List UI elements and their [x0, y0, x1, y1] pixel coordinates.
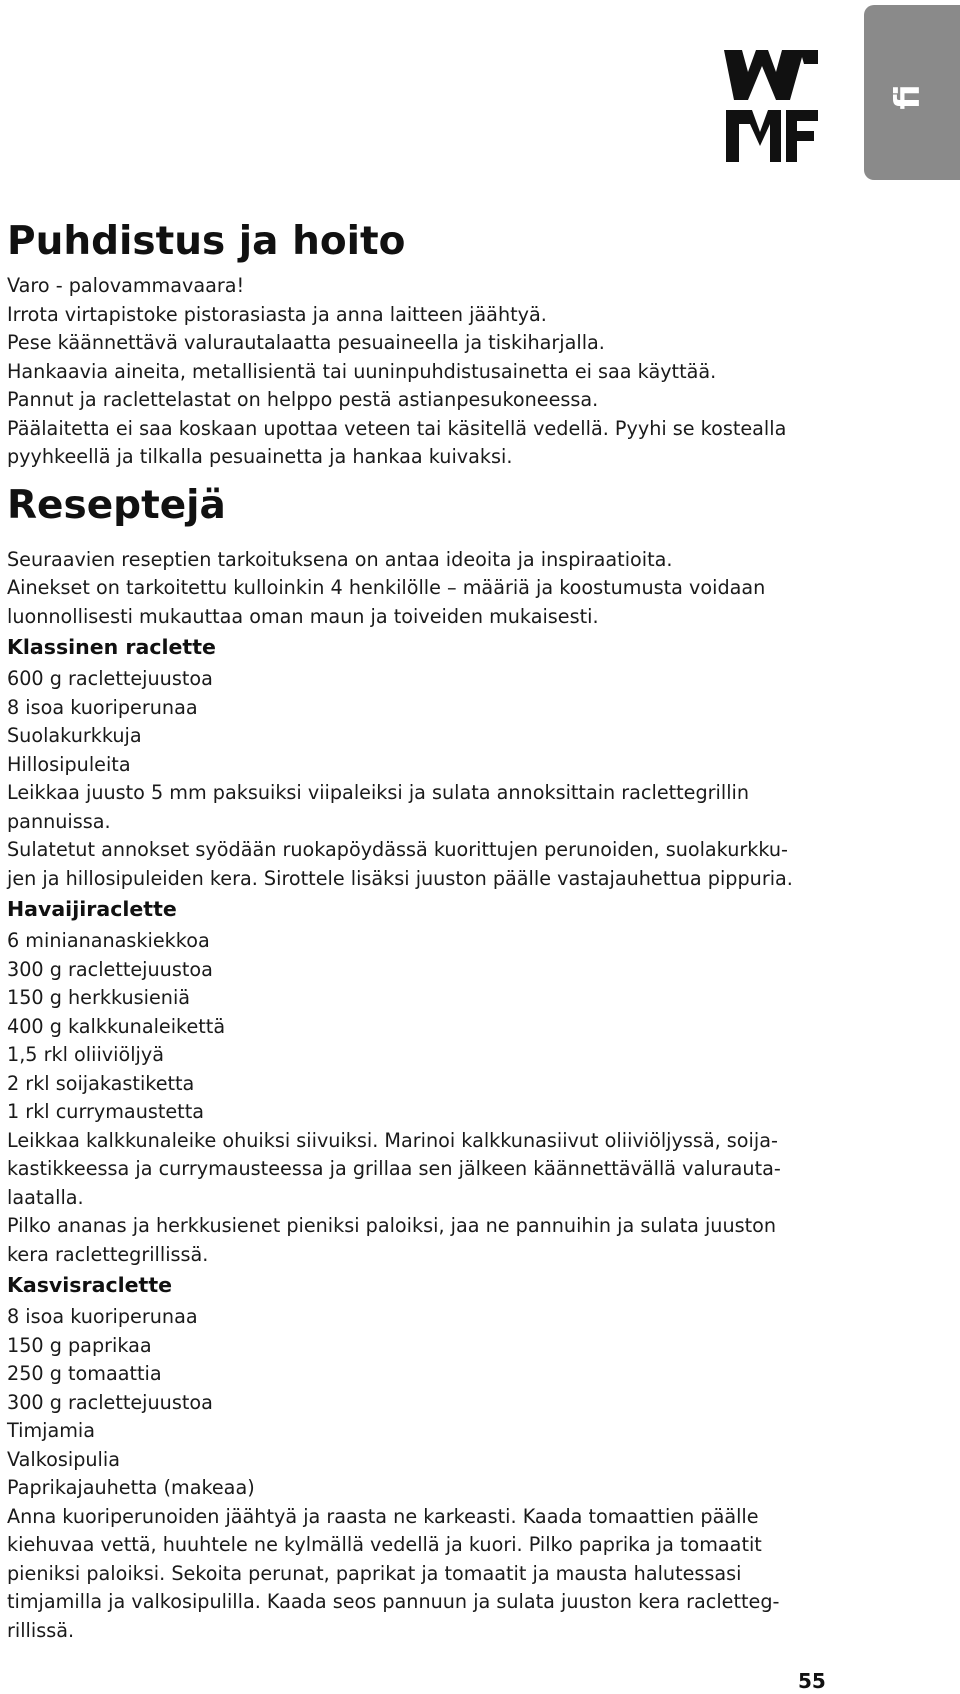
care-line: Hankaavia aineita, metallisientä tai uuninpuhdistusainetta ei saa käyttää.: [7, 359, 717, 383]
ingredient: 8 isoa kuoriperunaa: [7, 1305, 198, 1328]
method-line: jen ja hillosipuleiden kera. Sirottele lisäksi juuston päälle vastajauhettua pippuria.: [7, 866, 793, 890]
method-line: kiehuvaa vettä, huuhtele ne kylmällä vedellä ja kuori. Pilko paprika ja tomaatit: [7, 1533, 762, 1556]
ingredient: Suolakurkkuja: [7, 724, 142, 747]
care-text: [7, 272, 827, 472]
intro-line: Seuraavien reseptien tarkoituksena on antaa ideoita ja inspiraatioita.: [7, 547, 673, 571]
section-title-recipes: Reseptejä: [7, 482, 226, 528]
recipe-hawaii: [7, 894, 827, 1269]
recipe-title: Kasvisraclette: [7, 1273, 173, 1297]
ingredient: 300 g raclettejuustoa: [7, 957, 213, 981]
content-column: [7, 214, 827, 1645]
method-line: Pilko ananas ja herkkusienet pieniksi paloiksi, jaa ne pannuihin ja sulata juuston: [7, 1214, 777, 1237]
method-line: timjamilla ja valkosipulilla. Kaada seos pannuun ja sulata juuston kera racletteg-: [7, 1590, 780, 1613]
language-code: fi: [888, 84, 928, 110]
intro-line: luonnollisesti mukauttaa oman maun ja toiveiden mukaisesti.: [7, 604, 599, 628]
intro-line: Ainekset on tarkoitettu kulloinkin 4 henkilölle – määriä ja koostumusta voidaan: [7, 576, 766, 599]
method-line: laatalla.: [7, 1185, 84, 1209]
ingredient: 300 g raclettejuustoa: [7, 1390, 213, 1414]
ingredient: 6 miniananaskiekkoa: [7, 929, 210, 952]
ingredient: 250 g tomaattia: [7, 1362, 162, 1385]
ingredient: 150 g paprikaa: [7, 1333, 152, 1357]
ingredient: 8 isoa kuoriperunaa: [7, 695, 198, 719]
method-line: pieniksi paloiksi. Sekoita perunat, paprikat ja tomaatit ja mausta halutessasi: [7, 1561, 742, 1585]
method-line: pannuissa.: [7, 809, 111, 833]
ingredient: 400 g kalkkunaleikettä: [7, 1014, 226, 1038]
wmf-logo-icon: [724, 50, 818, 162]
method-line: Anna kuoriperunoiden jäähtyä ja raasta ne karkeasti. Kaada tomaattien päälle: [7, 1504, 759, 1528]
care-line: Pese käännettävä valurautalaatta pesuaineella ja tiskiharjalla.: [7, 331, 605, 354]
recipe-vegetable: [7, 1270, 827, 1645]
method-line: Leikkaa kalkkunaleike ohuiksi siivuiksi. Marinoi kalkkunasiivut oliiviöljyssä, soija-: [7, 1128, 778, 1152]
ingredient: Valkosipulia: [7, 1447, 120, 1471]
ingredient: Paprikajauhetta (makeaa): [7, 1476, 255, 1499]
method-line: Leikkaa juusto 5 mm paksuiksi viipaleiksi ja sulata annoksittain raclettegrillin: [7, 781, 750, 804]
recipes-intro: [7, 546, 827, 632]
recipe-title: Klassinen raclette: [7, 635, 216, 659]
care-line: Varo - palovammavaara!: [7, 274, 245, 297]
care-line: Pannut ja raclettelastat on helppo pestä astianpesukoneessa.: [7, 388, 599, 411]
ingredient: 600 g raclettejuustoa: [7, 667, 213, 690]
care-line: Päälaitetta ei saa koskaan upottaa veteen tai käsitellä vedellä. Pyyhi se kostealla: [7, 416, 787, 440]
ingredient: 2 rkl soijakastiketta: [7, 1071, 195, 1095]
language-tab: [864, 5, 960, 180]
method-line: rillissä.: [7, 1618, 75, 1642]
method-line: Sulatetut annokset syödään ruokapöydässä kuorittujen perunoiden, suolakurkku-: [7, 838, 788, 861]
page-number: 55: [798, 1669, 826, 1693]
ingredient: 150 g herkkusieniä: [7, 986, 191, 1009]
care-line: pyyhkeellä ja tilkalla pesuainetta ja hankaa kuivaksi.: [7, 445, 513, 468]
method-line: kastikkeessa ja currymausteessa ja grillaa sen jälkeen käännettävällä valurauta-: [7, 1157, 781, 1180]
method-line: kera raclettegrillissä.: [7, 1242, 209, 1266]
ingredient: 1,5 rkl oliiviöljyä: [7, 1043, 164, 1066]
ingredient: Timjamia: [7, 1419, 96, 1442]
care-line: Irrota virtapistoke pistorasiasta ja anna laitteen jäähtyä.: [7, 302, 547, 326]
ingredient: Hillosipuleita: [7, 752, 131, 776]
recipe-title: Havaijiraclette: [7, 897, 177, 921]
recipe-classic: [7, 632, 827, 893]
ingredient: 1 rkl currymaustetta: [7, 1100, 204, 1123]
section-title-care: Puhdistus ja hoito: [7, 219, 406, 264]
